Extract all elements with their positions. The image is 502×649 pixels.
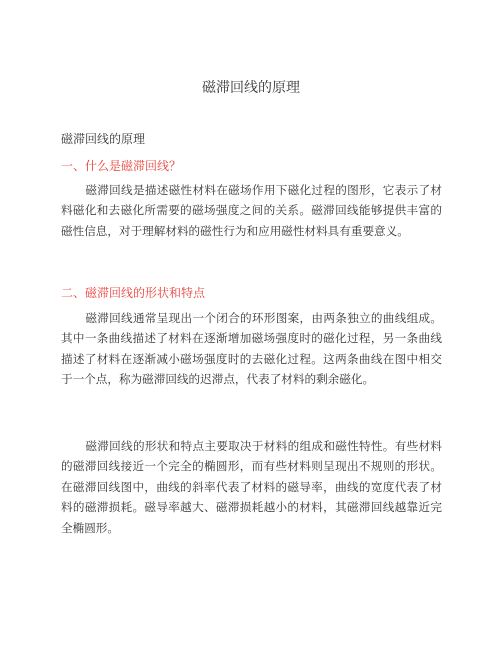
section-heading-shape-features: 二、磁滞回线的形状和特点 [61, 286, 206, 300]
page-title: 磁滞回线的原理 [202, 80, 300, 96]
document-subtitle: 磁滞回线的原理 [61, 132, 146, 146]
section-heading-what-is: 一、什么是磁滞回线？ [61, 159, 182, 173]
section-paragraph: 磁滞回线的形状和特点主要取决于材料的组成和磁性特性。有些材料的磁滞回线接近一个完全的椭圆形，而有些材料则呈现出不规则的形状。在磁滞回线图中，曲线的斜率代表了材料的磁导率，曲线的宽度代表了材料的磁滞损耗。磁导率越大、磁滞损耗越小的材料，其磁滞回线越靠近完全椭圆形。 [61, 439, 442, 535]
section-paragraph: 磁滞回线通常呈现出一个闭合的环形图案，由两条独立的曲线组成。其中一条曲线描述了材料在逐渐增加磁场强度时的磁化过程，另一条曲线描述了材料在逐渐减小磁场强度时的去磁化过程。这两条曲线在图中相交于一个点，称为磁滞回线的迟滞点，代表了材料的剩余磁化。 [61, 311, 442, 387]
section-paragraph: 磁滞回线是描述磁性材料在磁场作用下磁化过程的图形，它表示了材料磁化和去磁化所需要的磁场强度之间的关系。磁滞回线能够提供丰富的磁性信息，对于理解材料的磁性行为和应用磁性材料具有重要意义。 [61, 183, 442, 238]
